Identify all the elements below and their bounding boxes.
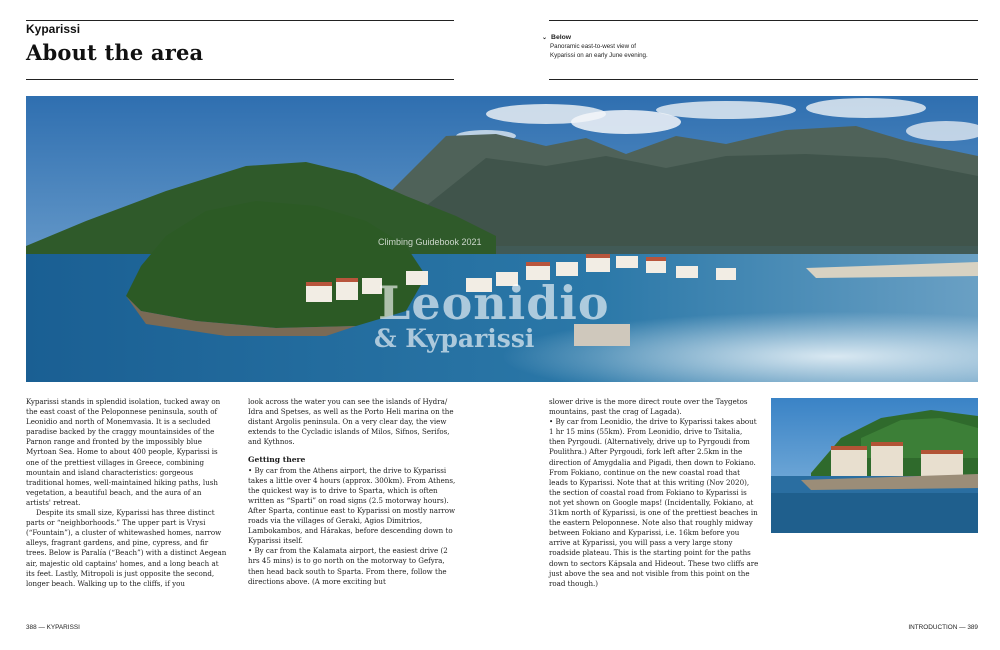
top-rule-right <box>549 20 978 21</box>
section-label: Kyparissi <box>26 22 81 36</box>
body-column-3 <box>549 397 759 589</box>
paragraph: • By car from Leonidio, the drive to Kyparissi takes about 1 hr 15 mins (55km). From Leonidio, drive to Tsitalia, then Pyrgoudi. (Alternatively, drive up to Pyrgoudi from Poulithra.) After Pyrgoudi, fork left after 2.5km in the direction of Amygdalia and Pigadi, then down to Fokiano. From Fokiano, continue on the new coastal road that leads to Kyparissi. Note that at this writing (Nov 2020), the section of coastal road from Fokiano to Kyparissi is not yet shown on Google maps! (Incidentally, Fokiano, at 31km north of Kyparissi, is one of the prettiest beaches in the eastern Peloponnese. Note also that roughly midway between Fokiano and Kyparissi, i.e. 16km before you arrive at Kyparissi, you will pass a very large stony roadside plateau. This is the starting point for the paths down to sectors Kápsala and Hideout. These two cliffs are just above the sea and not visible from this point on the road though.) <box>549 417 759 588</box>
caption-text: Panoramic east-to-west view of Kyparissi on an early June evening. <box>550 42 648 59</box>
paragraph: look across the water you can see the islands of Hydra/ Idra and Spetses, as well as the Porto Heli marina on the distant Argolis peninsula. On a very clear day, the view extends to the Cycladic islands of Milos, Sifnos, Serifos, and Kythnos. <box>248 397 454 447</box>
village-photo <box>771 398 978 533</box>
page-folio-left: 388 — KYPARISSI <box>26 624 80 631</box>
paragraph: • By car from the Athens airport, the drive to Kyparissi takes a little over 4 hours (approx. 300km). From Athens, the quickest way is to drive to Sparta, which is often written as “Sparti” on road signs (2.5 motorway hours). After Sparta, continue east to Kyparissi on mostly narrow roads via the villages of Geraki, Agios Dimitrios, Lambokambos, and Hárakas, before descending down to Kyparissi itself. <box>248 465 456 546</box>
hero-watermark-title: Leonidio <box>378 276 610 330</box>
bottom-rule-left <box>26 79 454 80</box>
paragraph: Despite its small size, Kyparissi has three distinct parts or “neighborhoods.” The upper part is Vrysi (“Fountain”), a cluster of whitewashed homes, narrow alleys, fragrant gardens, and pine, cypress, and fir trees. Below is Paralía (“Beach”) with a distinct Aegean air, majestic old captains' homes, and a long beach at its feet. Lastly, Mitropoli is just opposite the second, longer beach. Walking up to the cliffs, if you <box>26 508 227 588</box>
paragraph: • By car from the Kalamata airport, the easiest drive (2 hrs 45 mins) is to go north on the motorway to Gefyra, then head back south to Sparta. From there, follow the directions above. (A more exciting but <box>248 546 448 586</box>
village-illustration <box>771 398 978 533</box>
bottom-rule-right <box>549 79 978 80</box>
body-column-1 <box>26 397 228 589</box>
hero-panorama-photo <box>26 96 978 382</box>
paragraph: slower drive is the more direct route over the Taygetos mountains, past the crag of Lagada). <box>549 397 748 417</box>
hero-credit: Climbing Guidebook 2021 <box>378 237 482 247</box>
top-rule-left <box>26 20 454 21</box>
hero-watermark-subtitle: & Kyparissi <box>374 324 535 353</box>
chevron-down-icon: ⌄ <box>542 35 548 41</box>
page-title: About the area <box>26 40 204 65</box>
caption-label: Below <box>551 34 572 41</box>
body-column-2 <box>248 397 458 587</box>
paragraph: Kyparissi stands in splendid isolation, tucked away on the east coast of the Peloponnese peninsula, south of Leonidio and north of Monemvasia. It is a secluded paradise backed by the craggy mountainsides of the Parnon range and fronted by the impossibly blue Myrtoan Sea. Home to about 400 people, Kyparissi is one of the prettiest villages in Greece, combining mountain and island characteristics: gorgeous traditional homes, well-maintained hiking paths, lush vegetation, a beautiful beach, and the aura of an artists' retreat. <box>26 397 221 507</box>
section-heading: Getting there <box>248 455 306 465</box>
page-folio-right: INTRODUCTION — 389 <box>908 624 978 631</box>
photo-caption <box>542 33 802 61</box>
